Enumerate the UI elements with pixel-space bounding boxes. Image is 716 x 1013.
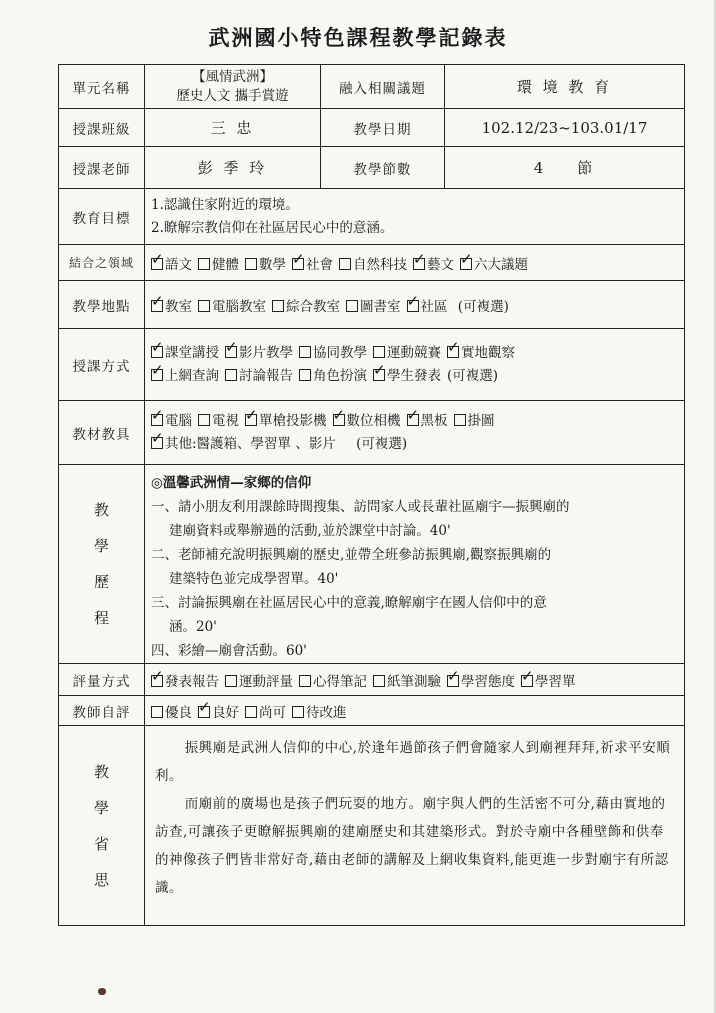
checkbox-label: 黑板: [420, 412, 448, 429]
checkbox-label: 社區: [420, 298, 448, 315]
materials-label: 教材教具: [59, 401, 145, 465]
materials-row: [59, 401, 685, 465]
checkbox-label: 電視: [212, 412, 239, 429]
reflection-label-char: 思: [93, 870, 109, 889]
checkbox[interactable]: [299, 346, 311, 358]
method-label: 授課方式: [59, 329, 145, 401]
process-line: 建築特色並完成學習單。40': [169, 571, 339, 587]
checkbox-label: 紙筆測驗: [387, 673, 441, 690]
checkbox[interactable]: [460, 258, 472, 270]
checkbox-label: 健體: [212, 256, 239, 273]
checkbox-option[interactable]: [346, 299, 401, 315]
goals-value: [145, 189, 685, 245]
topic-value: 環 境 教 育: [445, 65, 685, 109]
method-value: [145, 329, 685, 401]
checkbox-label: 數位相機: [346, 412, 401, 429]
reflection-label-char: 學: [93, 798, 109, 817]
checkbox-label: 自然科技: [353, 256, 407, 273]
checkbox[interactable]: [339, 258, 351, 270]
checkbox-option[interactable]: [198, 705, 239, 721]
checkbox-option[interactable]: [299, 674, 367, 690]
checkbox-label: 待改進: [306, 704, 347, 721]
materials-row1: [151, 410, 678, 433]
checkbox[interactable]: [299, 369, 311, 381]
process-line: 三、討論振興廟在社區居民心中的意義,瞭解廟宇在國人信仰中的意: [151, 595, 547, 611]
checkbox-label: 影片教學: [239, 344, 293, 361]
process-line: 二、老師補充說明振興廟的歷史,並帶全班參訪振興廟,觀察振興廟的: [151, 547, 552, 563]
page-title: 武洲國小特色課程教學記錄表: [208, 25, 508, 50]
goal-item: 1.認識住家附近的環境。: [151, 196, 299, 213]
checkbox[interactable]: [333, 414, 345, 426]
method-row2: [151, 365, 678, 388]
checkbox-label: 運動評量: [239, 673, 293, 690]
unit-row: [59, 65, 685, 109]
checkbox[interactable]: [198, 414, 210, 426]
process-heading: ◎溫馨武洲情—家鄉的信仰: [151, 475, 312, 491]
checkbox[interactable]: [198, 706, 210, 718]
checkbox[interactable]: [198, 300, 210, 312]
checkbox[interactable]: [151, 414, 163, 426]
checkbox-label: 教室: [165, 298, 192, 315]
checkbox[interactable]: [373, 369, 385, 381]
checkbox-option[interactable]: [151, 345, 219, 361]
evaluation-value: [145, 664, 685, 696]
reflection-row: [59, 726, 685, 926]
checkbox-label: 課堂講授: [165, 344, 219, 361]
checkbox[interactable]: [198, 258, 210, 270]
checkbox-option[interactable]: [373, 674, 441, 690]
goal-item: 2.瞭解宗教信仰在社區居民心中的意涵。: [151, 219, 394, 236]
ink-speck: [98, 988, 106, 995]
teacher-row: [59, 147, 685, 189]
checkbox[interactable]: [299, 675, 311, 687]
method-note: (可複選): [447, 367, 499, 384]
reflection-label-char: 教: [93, 762, 109, 781]
location-options: [151, 299, 454, 315]
checkbox-option[interactable]: [198, 299, 266, 315]
teacher-value: 彭 季 玲: [145, 147, 321, 189]
process-row: [59, 465, 685, 664]
checkbox-label: 討論報告: [239, 367, 293, 384]
checkbox-label: 語文: [165, 256, 192, 273]
checkbox[interactable]: [272, 300, 284, 312]
checkbox-label: 綜合教室: [286, 298, 340, 315]
checkbox[interactable]: [292, 706, 304, 718]
reflection-paragraph: 而廟前的廣場也是孩子們玩耍的地方。廟宇與人們的生活密不可分,藉由實地的訪查,可讓孩子更瞭解振興廟的建廟歷史和其建築形式。對於寺廟中各種壁飾和供奉的神像孩子們皆非常好奇,藉由老師的講解及上網收集資料,能更進一步對廟宇有所認識。: [155, 796, 669, 896]
checkbox-option[interactable]: [413, 257, 454, 273]
checkbox[interactable]: [447, 346, 459, 358]
periods-label: 教學節數: [321, 147, 445, 189]
checkbox-label: 學習態度: [461, 673, 515, 690]
checkbox-option[interactable]: [299, 368, 367, 384]
checkbox-option[interactable]: [245, 705, 286, 721]
checkbox-label: 運動競賽: [387, 344, 441, 361]
checkbox-option[interactable]: [339, 257, 407, 273]
checkbox[interactable]: [151, 346, 163, 358]
reflection-label: [59, 726, 145, 926]
checkbox-option[interactable]: [225, 368, 293, 384]
class-label: 授課班級: [59, 109, 145, 147]
checkbox-option[interactable]: [407, 413, 448, 429]
checkbox-label: 圖書室: [360, 298, 401, 315]
materials-value: [145, 401, 685, 465]
checkbox-label: 實地觀察: [461, 344, 515, 361]
evaluation-row: [59, 664, 685, 696]
checkbox-option[interactable]: [151, 674, 219, 690]
checkbox[interactable]: [373, 346, 385, 358]
periods-value: 4 節: [445, 147, 685, 189]
checkbox[interactable]: [151, 706, 163, 718]
checkbox-option[interactable]: [460, 257, 528, 273]
reflection-value: [145, 726, 685, 926]
process-value: [145, 465, 685, 664]
checkbox[interactable]: [225, 675, 237, 687]
process-label-char: 歷: [93, 573, 109, 591]
teacher-label: 授課老師: [59, 147, 145, 189]
checkbox-label: 學生發表: [387, 367, 441, 384]
materials-other[interactable]: [151, 436, 336, 452]
location-note: (可複選): [457, 298, 509, 315]
topic-label: 融入相關議題: [321, 65, 445, 109]
self-eval-value: [145, 696, 685, 726]
checkbox-option[interactable]: [151, 413, 192, 429]
checkbox[interactable]: [151, 675, 163, 687]
process-line: 建廟資料或舉辦過的活動,並於課堂中討論。40': [169, 523, 451, 539]
process-label-char: 學: [93, 537, 109, 555]
checkbox[interactable]: [245, 258, 257, 270]
checkbox-option[interactable]: [151, 368, 219, 384]
materials-note: (可複選): [356, 435, 408, 452]
checkbox[interactable]: [413, 258, 425, 270]
process-line: 一、請小朋友利用課餘時間搜集、訪問家人或長輩社區廟宇—振興廟的: [151, 499, 570, 515]
unit-value: [145, 65, 321, 109]
checkbox-option[interactable]: [151, 705, 192, 721]
materials-row2: [151, 433, 678, 456]
checkbox-option[interactable]: [373, 345, 441, 361]
checkbox-option[interactable]: [447, 674, 515, 690]
self-eval-label: 教師自評: [59, 696, 145, 726]
checkbox[interactable]: [225, 346, 237, 358]
checkbox-label: 社會: [306, 256, 333, 273]
location-row: [59, 281, 685, 329]
checkbox-label: 數學: [259, 256, 286, 273]
checkbox[interactable]: [151, 369, 163, 381]
class-value: 三 忠: [145, 109, 321, 147]
date-label: 教學日期: [321, 109, 445, 147]
record-form: [58, 64, 685, 926]
checkbox-option[interactable]: [373, 368, 441, 384]
checkbox-label: 優良: [165, 704, 192, 721]
checkbox-label: 角色扮演: [313, 367, 367, 384]
checkbox-option[interactable]: [198, 413, 239, 429]
checkbox-option[interactable]: [292, 705, 347, 721]
unit-line1: 【風情武洲】: [192, 68, 273, 85]
checkbox-option[interactable]: [272, 299, 340, 315]
method-row1: [151, 342, 678, 365]
checkbox-label: 電腦: [165, 412, 192, 429]
method-row2-options: [151, 368, 447, 384]
checkbox[interactable]: [245, 706, 257, 718]
checkbox-label: 發表報告: [165, 673, 219, 690]
checkbox[interactable]: [407, 414, 419, 426]
checkbox-label: 協同教學: [313, 344, 367, 361]
evaluation-label: 評量方式: [59, 664, 145, 696]
domains-value: [145, 245, 685, 281]
unit-label: 單元名稱: [59, 65, 145, 109]
location-value: [145, 281, 685, 329]
checkbox-option[interactable]: [245, 413, 327, 429]
checkbox[interactable]: [454, 414, 466, 426]
checkbox[interactable]: [151, 258, 163, 270]
checkbox-label: 電腦教室: [212, 298, 266, 315]
checkbox[interactable]: [151, 437, 163, 449]
checkbox-option[interactable]: [225, 674, 293, 690]
checkbox-option[interactable]: [292, 257, 333, 273]
goals-label: 教育目標: [59, 189, 145, 245]
materials-other-text: 其他:醫護箱、學習單 、影片: [165, 435, 336, 452]
checkbox-label: 心得筆記: [313, 673, 367, 690]
checkbox-label: 良好: [212, 704, 239, 721]
checkbox[interactable]: [245, 414, 257, 426]
process-line: 四、彩繪—廟會活動。60': [151, 643, 307, 659]
checkbox-option[interactable]: [151, 257, 192, 273]
checkbox-label: 單槍投影機: [259, 412, 327, 429]
class-row: [59, 109, 685, 147]
checkbox-option[interactable]: [151, 299, 192, 315]
domains-label: 結合之領域: [59, 245, 145, 281]
checkbox[interactable]: [346, 300, 358, 312]
method-row: [59, 329, 685, 401]
checkbox-option[interactable]: [447, 345, 515, 361]
checkbox-option[interactable]: [407, 299, 448, 315]
checkbox-option[interactable]: [333, 413, 401, 429]
checkbox-label: 藝文: [427, 256, 454, 273]
checkbox[interactable]: [225, 369, 237, 381]
checkbox-option[interactable]: [225, 345, 293, 361]
checkbox-option[interactable]: [198, 257, 239, 273]
checkbox[interactable]: [151, 300, 163, 312]
unit-line2: 歷史人文 攜手賞遊: [176, 87, 289, 104]
self-eval-row: [59, 696, 685, 726]
checkbox-label: 尚可: [259, 704, 286, 721]
checkbox[interactable]: [521, 675, 533, 687]
goals-row: [59, 189, 685, 245]
checkbox-option[interactable]: [454, 413, 495, 429]
checkbox[interactable]: [292, 258, 304, 270]
checkbox-label: 上網查詢: [165, 367, 219, 384]
process-label-char: 程: [93, 609, 109, 627]
reflection-paragraph: 振興廟是武洲人信仰的中心,於逢年過節孩子們會隨家人到廟裡拜拜,祈求平安順利。: [155, 740, 671, 784]
date-value: 102.12/23~103.01/17: [445, 109, 685, 147]
domains-row: [59, 245, 685, 281]
process-label: [59, 465, 145, 664]
checkbox-label: 六大議題: [474, 256, 528, 273]
process-label-char: 教: [93, 501, 109, 519]
checkbox[interactable]: [407, 300, 419, 312]
checkbox-option[interactable]: [521, 674, 576, 690]
checkbox-option[interactable]: [245, 257, 286, 273]
checkbox-option[interactable]: [299, 345, 367, 361]
checkbox-label: 掛圖: [467, 412, 495, 429]
location-label: 教學地點: [59, 281, 145, 329]
process-line: 涵。20': [169, 619, 217, 635]
checkbox[interactable]: [447, 675, 459, 687]
checkbox[interactable]: [373, 675, 385, 687]
reflection-label-char: 省: [93, 834, 109, 853]
checkbox-label: 學習單: [535, 673, 576, 690]
